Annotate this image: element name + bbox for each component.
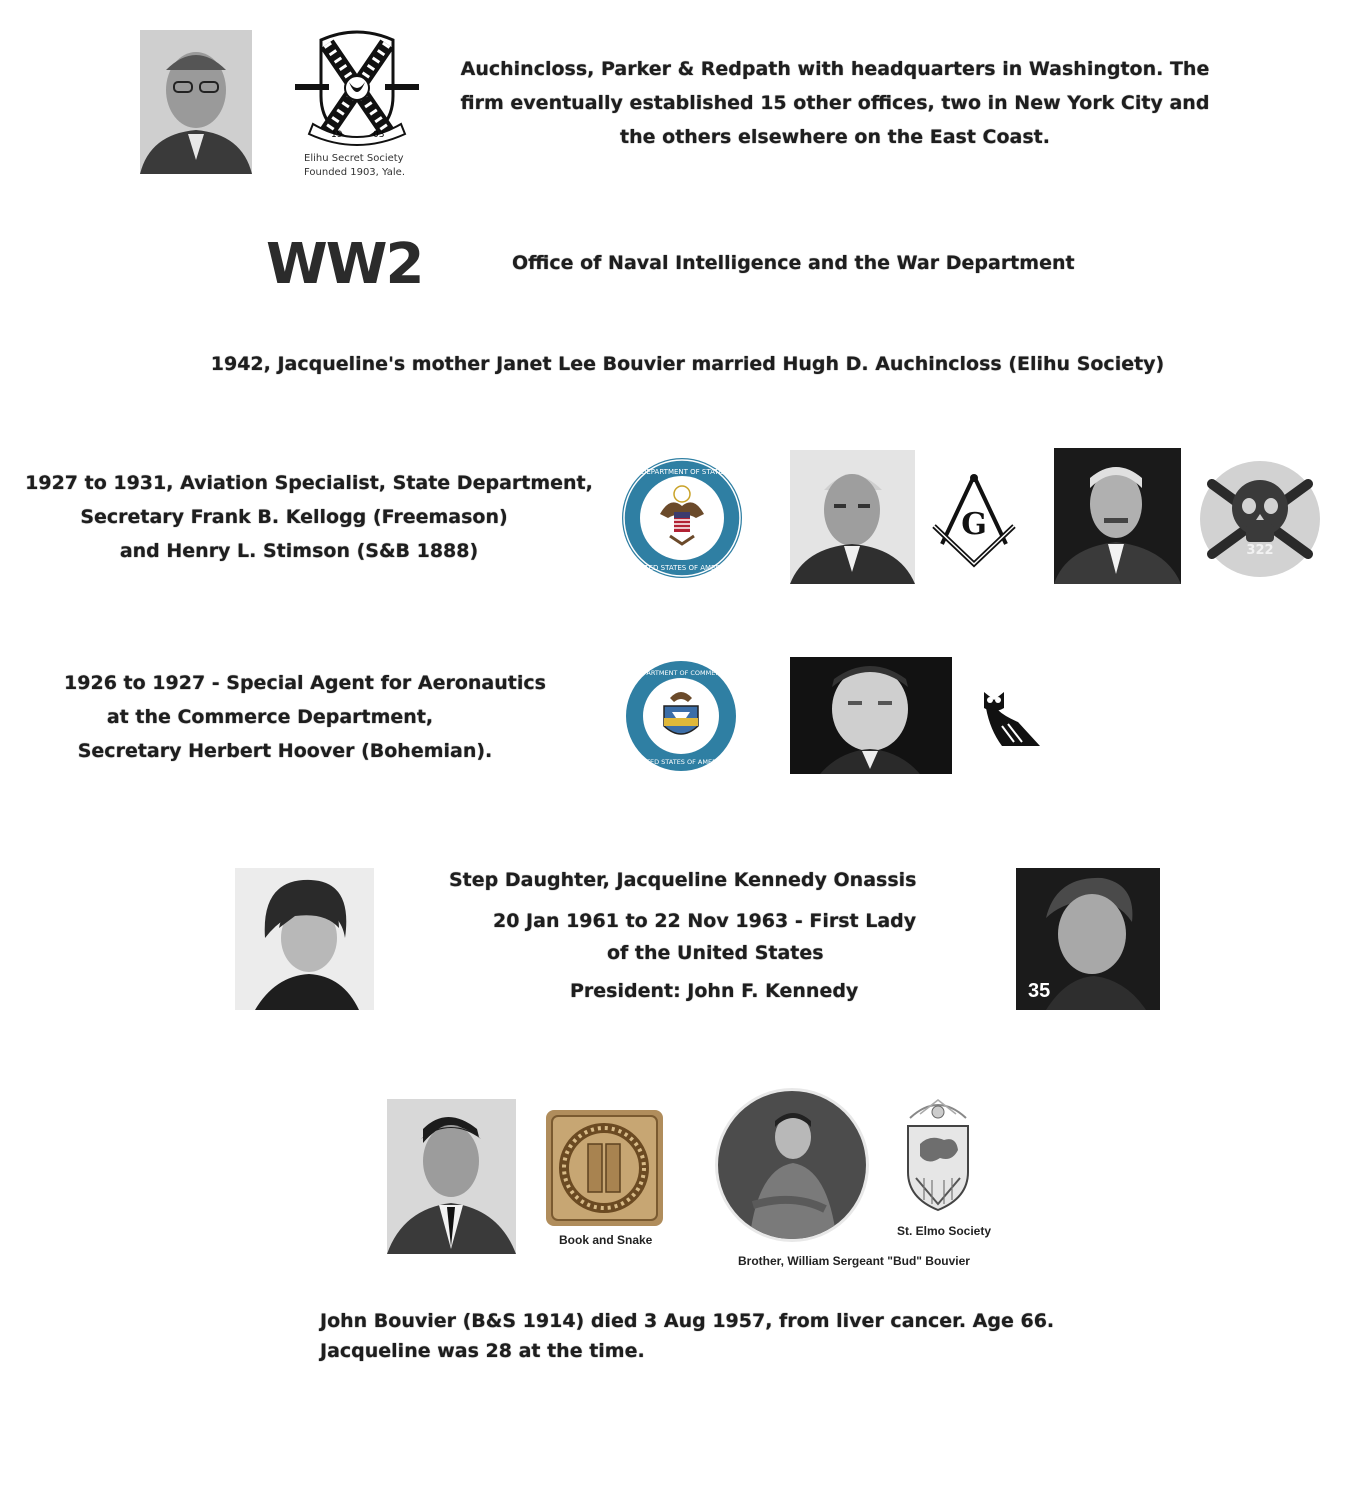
closing-paragraph (320, 1306, 1054, 1366)
firm-paragraph-line: firm eventually established 15 other offices, two in New York City and (460, 92, 1210, 114)
john-bouvier-portrait (387, 1099, 516, 1254)
commerce-line: 1926 to 1927 - Special Agent for Aeronautics (64, 672, 546, 694)
svg-text:UNITED STATES OF AMERICA: UNITED STATES OF AMERICA (631, 564, 733, 572)
elihu-caption-line: Elihu Secret Society (304, 153, 404, 164)
elihu-crest-icon (293, 26, 421, 150)
book-snake-ring-icon (546, 1110, 663, 1226)
state-line: and Henry L. Stimson (S&B 1888) (119, 540, 479, 562)
hoover-portrait (790, 657, 952, 774)
commerce-line: at the Commerce Department, (106, 706, 434, 728)
firm-paragraph-line: the others elsewhere on the East Coast. (620, 126, 1050, 148)
ww2-heading: WW2 (266, 232, 423, 297)
firm-paragraph-line: Auchincloss, Parker & Redpath with headquarters in Washington. The (460, 58, 1210, 80)
stimson-portrait (1054, 448, 1181, 584)
svg-text:UNITED STATES OF AMERICA: UNITED STATES OF AMERICA (634, 758, 728, 766)
skull-number: 322 (1246, 543, 1274, 558)
crest-year-left: 19 (331, 130, 343, 140)
kennedy-line-1: Step Daughter, Jacqueline Kennedy Onassis (449, 869, 917, 891)
svg-text:DEPARTMENT OF STATE: DEPARTMENT OF STATE (640, 468, 724, 476)
firm-paragraph (440, 52, 1230, 154)
skull-bones-icon (1198, 458, 1322, 580)
kennedy-line-4: President: John F. Kennedy (570, 980, 859, 1002)
state-paragraph (14, 466, 604, 568)
elihu-caption-line: Founded 1903, Yale. (304, 167, 405, 178)
elihu-caption (304, 152, 444, 180)
kellogg-portrait (790, 450, 915, 584)
svg-text:DEPARTMENT OF COMMERCE: DEPARTMENT OF COMMERCE (633, 669, 729, 677)
jfk-portrait (1016, 868, 1160, 1010)
president-number: 35 (1028, 980, 1051, 1002)
state-line: 1927 to 1931, Aviation Specialist, State Department, (25, 472, 593, 494)
jacqueline-portrait (235, 868, 374, 1010)
commerce-line: Secretary Herbert Hoover (Bohemian). (77, 740, 493, 762)
st-elmo-crest-icon (900, 1096, 976, 1214)
closing-line-2: Jacqueline was 28 at the time. (320, 1340, 645, 1362)
marriage-text: 1942, Jacqueline's mother Janet Lee Bouvier married Hugh D. Auchincloss (Elihu Society) (210, 353, 1165, 375)
kennedy-line-2: 20 Jan 1961 to 22 Nov 1963 - First Lady (493, 910, 917, 932)
commerce-paragraph (40, 666, 570, 768)
commerce-seal-icon (624, 660, 738, 772)
state-seal-icon (620, 456, 744, 580)
closing-line-1: John Bouvier (B&S 1914) died 3 Aug 1957, from liver cancer. Age 66. (320, 1310, 1055, 1332)
book-snake-caption: Book and Snake (559, 1233, 653, 1247)
kennedy-line-3: of the United States (607, 942, 824, 964)
ww2-text: Office of Naval Intelligence and the War Department (512, 252, 1075, 274)
brother-caption: Brother, William Sergeant "Bud" Bouvier (738, 1254, 970, 1268)
bud-bouvier-portrait (713, 1087, 871, 1243)
state-line: Secretary Frank B. Kellogg (Freemason) (80, 506, 508, 528)
masonic-compass-icon (930, 472, 1018, 568)
bohemian-owl-icon (980, 686, 1042, 748)
st-elmo-caption: St. Elmo Society (897, 1224, 992, 1238)
crest-year-right: 03 (373, 130, 385, 140)
auchincloss-portrait (140, 30, 252, 174)
masonic-letter: G (961, 507, 987, 542)
